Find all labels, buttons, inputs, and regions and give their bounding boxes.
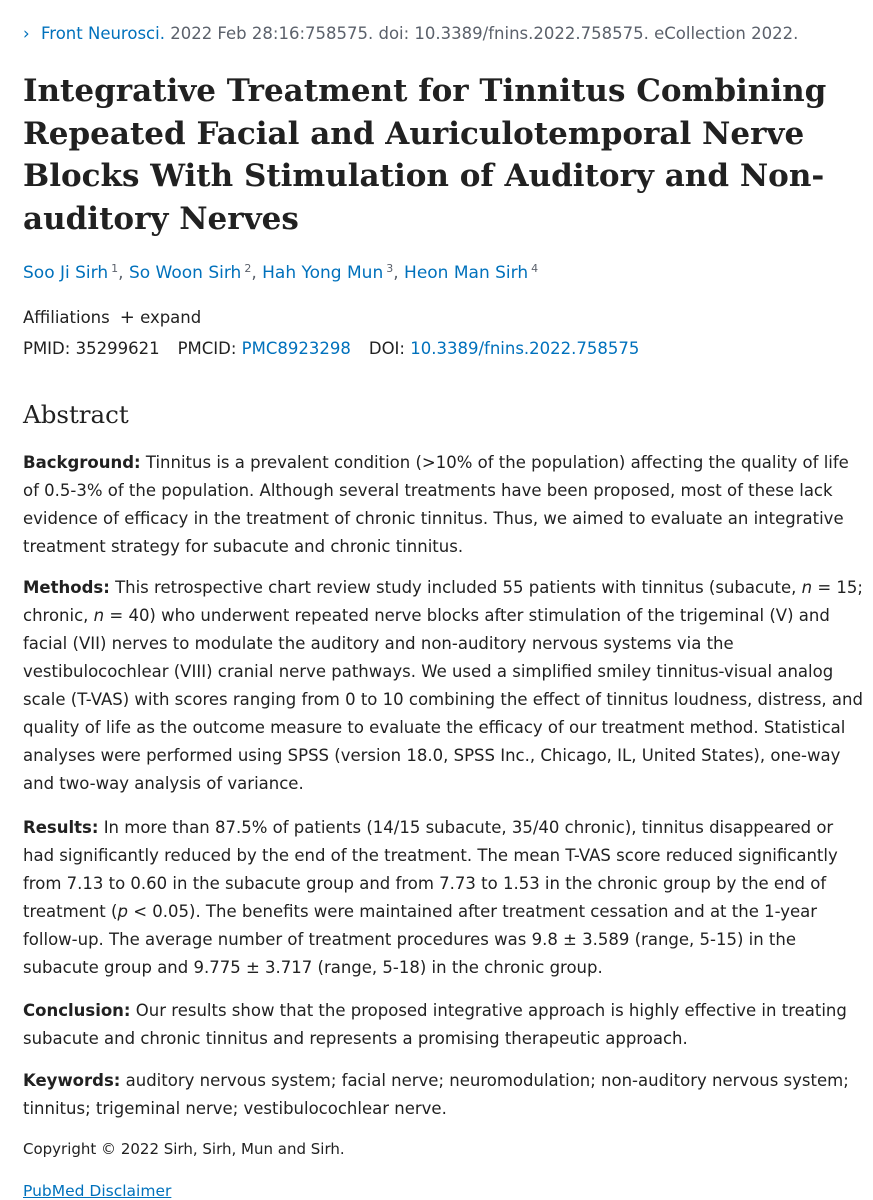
background-text: Tinnitus is a prevalent condition (>10% of the population) affecting the quality of life of 0.5-3% of the population. Although several treatments have been proposed, most of these lack evidence of efficacy in the treatment of chronic tinnitus. Thus, we aimed to evaluate an integrative treatment strategy for subacute and chronic tinnitus. — [23, 453, 849, 556]
plus-icon: + — [119, 307, 135, 328]
conclusion-text: Our results show that the proposed integrative approach is highly effective in treating subacute and chronic tinnitus and represents a promising therapeutic approach. — [23, 1001, 847, 1048]
affiliations-label: Affiliations — [23, 308, 110, 327]
abstract-results: Results: In more than 87.5% of patients (14/15 subacute, 35/40 chronic), tinnitus disappeared or had significantly reduced by the end of the treatment. The mean T-VAS score reduced significantly from 7.13 to 0.60 in the subacute group and from 7.73 to 1.53 in the chronic group by the end of treatment (p < 0.05). The benefits were maintained after treatment cessation and at the 1-year follow-up. The average number of treatment procedures was 9.8 ± 3.589 (range, 5-15) in the subacute group and 9.775 ± 3.717 (range, 5-18) in the chronic group. — [23, 818, 838, 977]
journal-link[interactable]: Front Neurosci. — [41, 24, 165, 43]
pmcid-label: PMCID: — [177, 339, 237, 358]
identifier-bar — [23, 339, 639, 358]
doi-label: DOI: — [368, 339, 405, 358]
methods-label: Methods: — [23, 578, 110, 597]
author-link[interactable]: So Woon Sirh — [128, 263, 242, 283]
affiliation-ref[interactable]: 4 — [531, 262, 539, 275]
abstract-methods: Methods: This retrospective chart review study included 55 patients with tinnitus (subacute, n = 15; chronic, n = 40) who underwent repeated nerve blocks after stimulation of the trigeminal (V) and facial (VII) nerves to modulate the auditory and non-auditory nervous systems via the vestibulocochlear (VIII) cranial nerve pathways. We used a simplified smiley tinnitus-visual analog scale (T-VAS) with scores ranging from 0 to 10 combining the effect of tinnitus loudness, distress, and quality of life as the outcome measure to evaluate the efficacy of our treatment method. Statistical analyses were performed using SPSS (version 18.0, SPSS Inc., Chicago, IL, United States), one-way and two-way analysis of variance. — [23, 578, 863, 793]
affiliations-toggle[interactable] — [23, 307, 201, 328]
abstract-background — [23, 449, 865, 561]
abstract-heading: Abstract — [23, 400, 129, 429]
pmid-label: PMID: — [23, 339, 71, 358]
pubmed-disclaimer-link[interactable]: PubMed Disclaimer — [23, 1182, 172, 1200]
background-label: Background: — [23, 453, 141, 472]
chevron-right-icon[interactable]: › — [23, 24, 30, 43]
author-link[interactable]: Hah Yong Mun — [262, 263, 384, 283]
expand-label: expand — [140, 308, 202, 327]
abstract-conclusion — [23, 997, 865, 1053]
copyright-notice: Copyright © 2022 Sirh, Sirh, Mun and Sirh. — [23, 1140, 345, 1158]
affiliation-ref[interactable]: 2 — [244, 262, 252, 275]
citation-details: 2022 Feb 28:16:758575. doi: 10.3389/fnins.2022.758575. eCollection 2022. — [164, 24, 799, 43]
author-list: Soo Ji Sirh $^1$, So Woon Sirh $^2$, Hah Yong Mun $^3$, Heon Man Sirh $^4$ — [23, 262, 539, 283]
pmid-value: 35299621 — [75, 339, 160, 358]
affiliation-ref[interactable]: 3 — [386, 262, 394, 275]
abstract-keywords — [23, 1067, 865, 1123]
pmcid-link[interactable]: PMC8923298 — [241, 339, 351, 358]
author-link[interactable]: Soo Ji Sirh — [23, 263, 109, 283]
article-title: Integrative Treatment for Tinnitus Combining Repeated Facial and Auriculotemporal Nerve Blocks With Stimulation of Auditory and Non-auditory Nerves — [23, 73, 827, 237]
citation-line — [23, 24, 798, 43]
results-label: Results: — [23, 818, 99, 837]
keywords-text: auditory nervous system; facial nerve; neuromodulation; non-auditory nervous system; tinnitus; trigeminal nerve; vestibulocochlear nerve. — [23, 1071, 849, 1118]
affiliation-ref[interactable]: 1 — [111, 262, 119, 275]
keywords-label: Keywords: — [23, 1071, 121, 1090]
author-link[interactable]: Heon Man Sirh — [404, 263, 529, 283]
conclusion-label: Conclusion: — [23, 1001, 131, 1020]
doi-link[interactable]: 10.3389/fnins.2022.758575 — [410, 339, 640, 358]
